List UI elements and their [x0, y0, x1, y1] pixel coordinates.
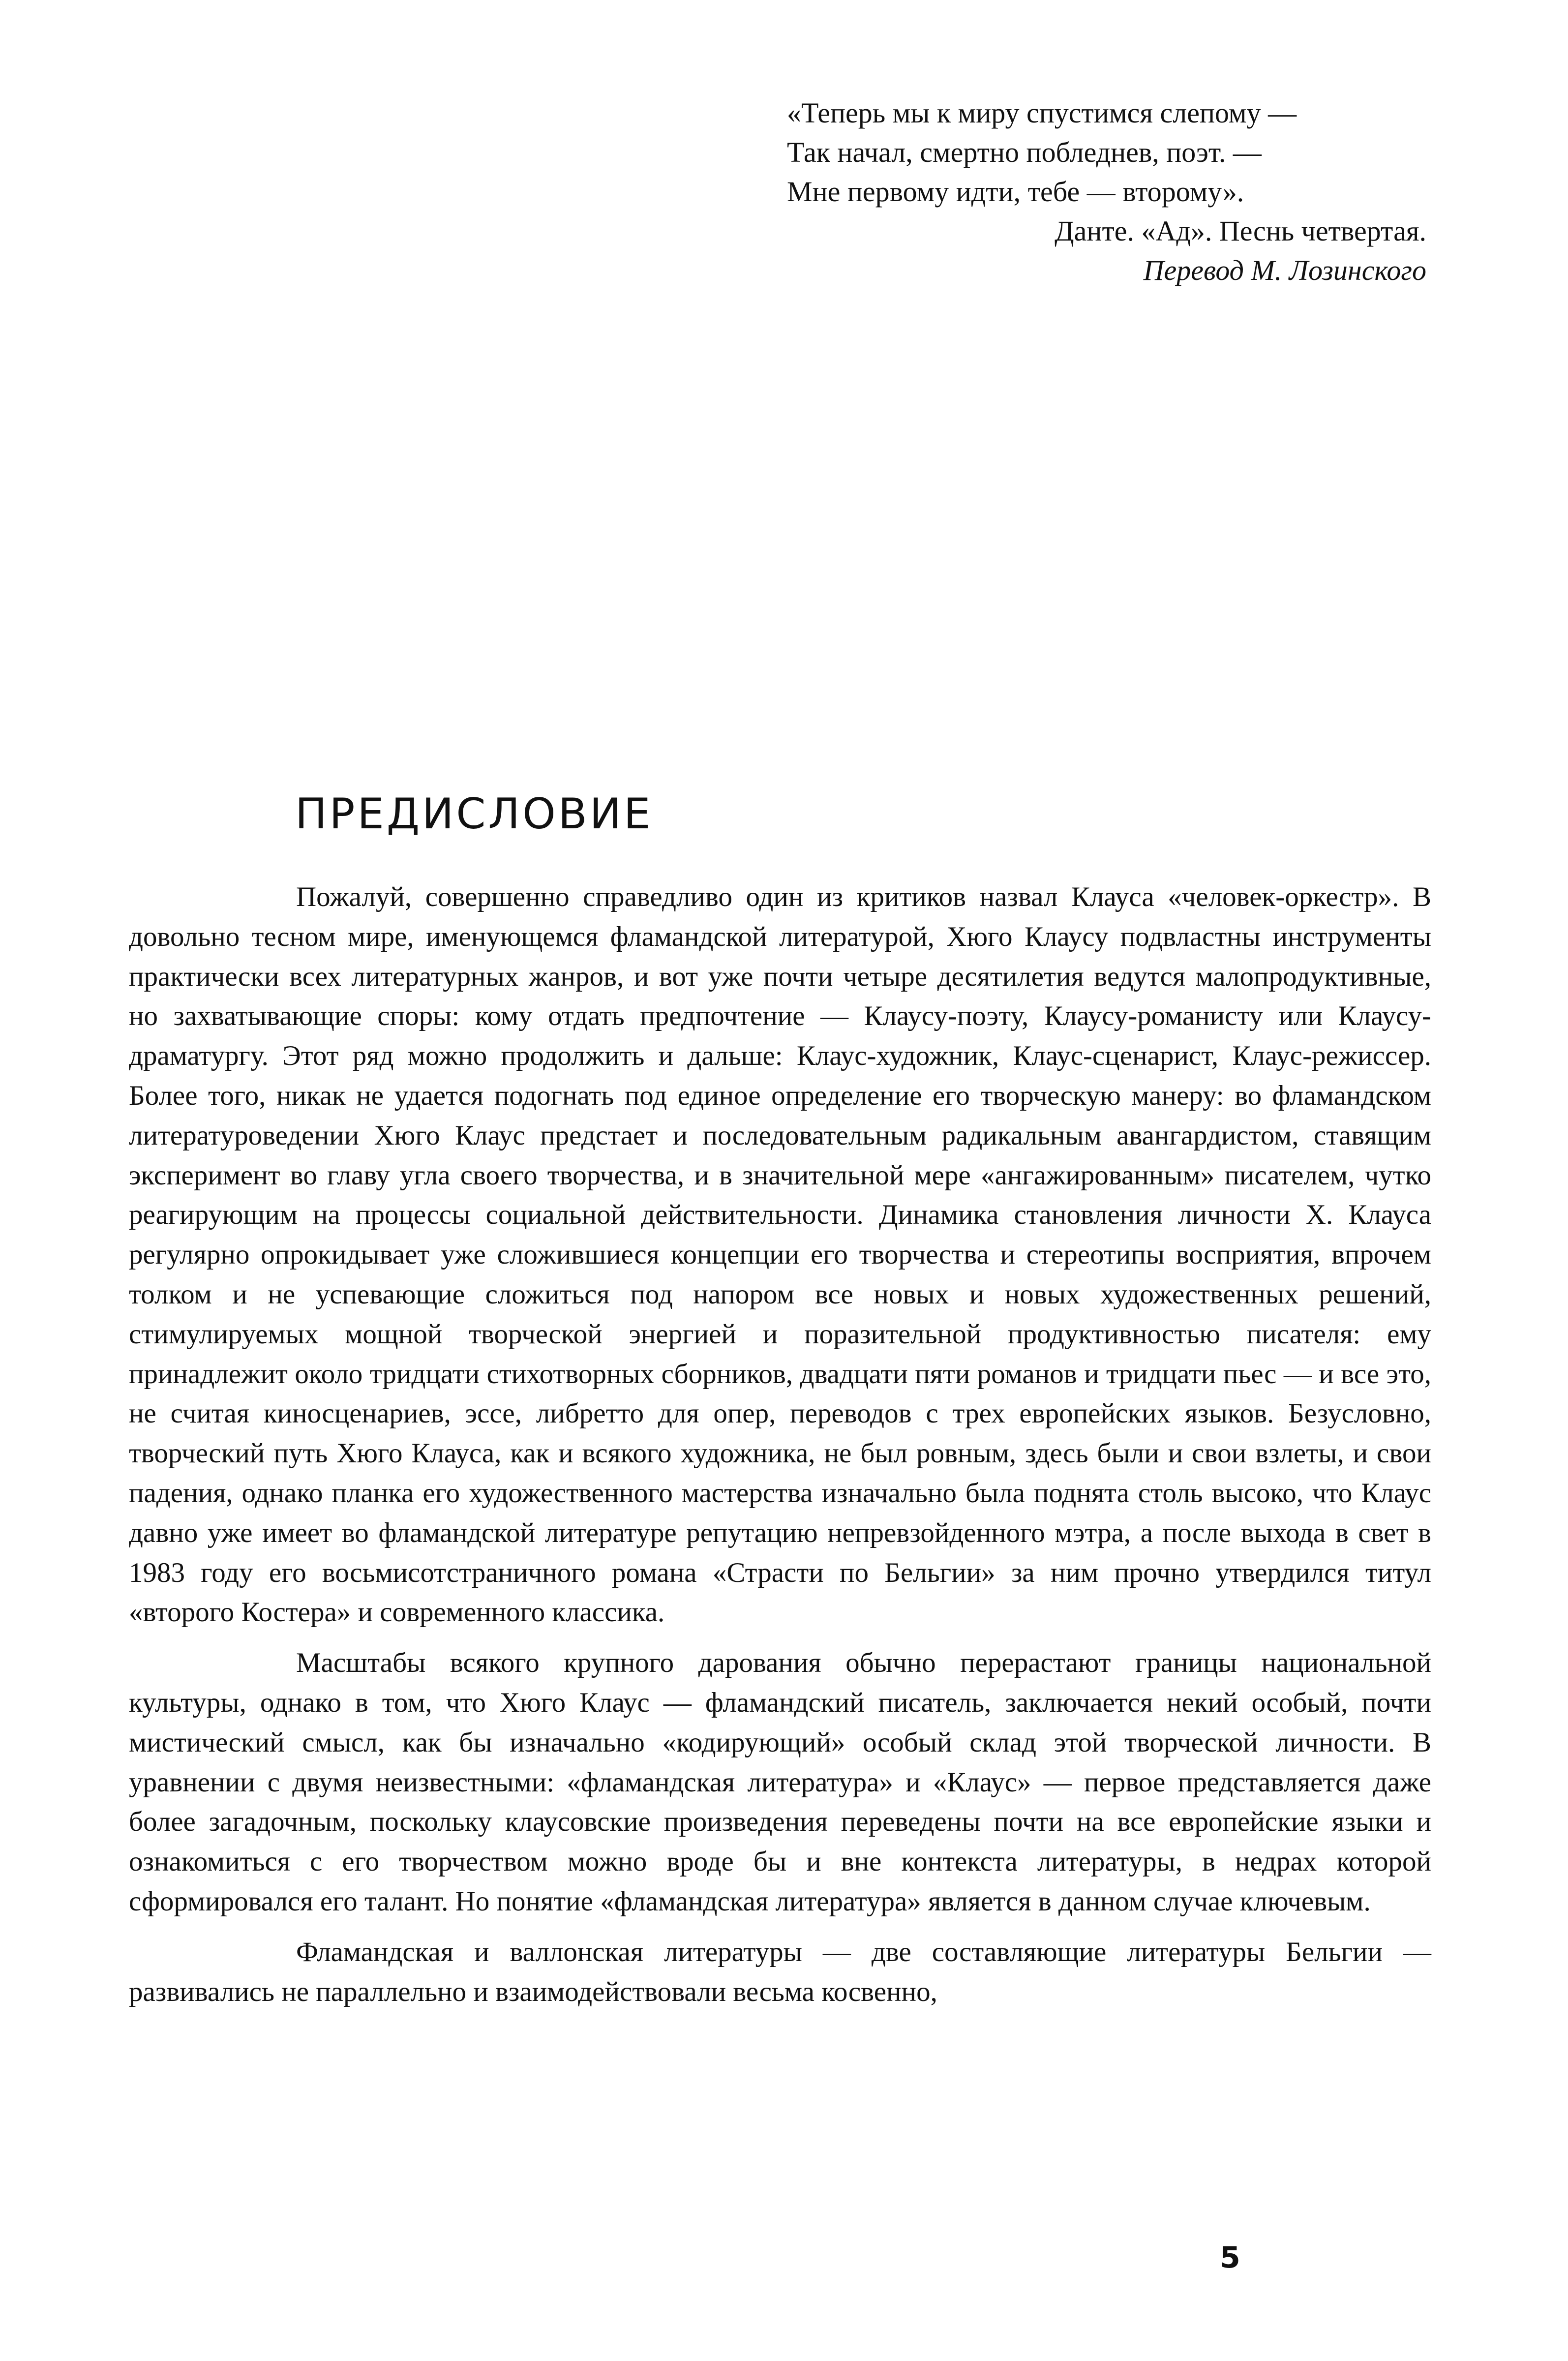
- epigraph-translator: Перевод М. Лозинского: [1143, 254, 1426, 286]
- paragraph: Пожалуй, совершенно справедливо один из критиков назвал Клауса «человек-оркестр». В довольно тесном мире, именующемся фламандской литературой, Хюго Клаусу подвластны инструменты практически всех литературных жанров, и вот уже почти четыре десятилетия ведутся малопродуктивные, но захватывающие споры: кому отдать предпочтение — Клаусу-поэту, Клаусу-романисту или Клаусу-драматургу. Этот ряд можно продолжить и дальше: Клаус-художник, Клаус-сценарист, Клаус-режиссер. Более того, никак не удается подогнать под единое определение его творческую манеру: во фламандском литературоведении Хюго Клаус предстает и последовательным радикальным авангардистом, ставящим эксперимент во главу угла своего творчества, и в значительной мере «ангажированным» писателем, чутко реагирующим на процессы социальной действительности. Динамика становления личности Х. Клауса регулярно опрокидывает уже сложившиеся концепции его творчества и стереотипы восприятия, впрочем толком и не успевающие сложиться под напором все новых и новых художественных решений, стимулируемых мощной творческой энергией и поразительной продуктивностью писателя: ему принадлежит около тридцати стихотворных сборников, двадцати пяти романов и тридцати пьес — и все это, не считая киносценариев, эссе, либретто для опер, переводов с трех европейских языков. Безусловно, творческий путь Хюго Клауса, как и всякого художника, не был ровным, здесь были и свои взлеты, и свои падения, однако планка его художественного мастерства изначально была поднята столь высоко, что Клаус давно уже имеет во фламандской литературе репутацию непревзойденного мэтра, а после выхода в свет в 1983 году его восьмисотстраничного романа «Страсти по Бельгии» за ним прочно утвердился титул «второго Костера» и современного классика.: [129, 881, 1431, 1628]
- paragraph: Масштабы всякого крупного дарования обычно перерастают границы национальной культуры, однако в том, что Хюго Клаус — фламандский писатель, заключается некий особый, почти мистический смысл, как бы изначально «кодирующий» особый склад этой творческой личности. В уравнении с двумя неизвестными: «фламандская литература» и «Клаус» — первое представляется даже более загадочным, поскольку клаусовские произведения переведены почти на все европейские языки и ознакомиться с его творчеством можно вроде бы и вне контекста литературы, в недрах которой сформировался его талант. Но понятие «фламандская литература» является в данном случае ключевым.: [129, 1647, 1431, 1917]
- paragraph: Фламандская и валлонская литературы — две составляющие литературы Бельгии — развивались не параллельно и взаимодействовали весьма косвенно,: [129, 1936, 1431, 2007]
- epigraph-source: Данте. «Ад». Песнь четвертая.: [1055, 215, 1426, 247]
- page-number: 5: [1220, 2240, 1240, 2275]
- body-text: [129, 878, 1431, 2023]
- epigraph-line: Так начал, смертно побледнев, поэт. —: [787, 136, 1262, 168]
- epigraph-line: Мне первому идти, тебе — второму».: [787, 176, 1244, 208]
- epigraph: [787, 93, 1426, 290]
- epigraph-line: «Теперь мы к миру спустимся слепому —: [787, 97, 1297, 129]
- chapter-title: ПРЕДИСЛОВИЕ: [295, 789, 653, 839]
